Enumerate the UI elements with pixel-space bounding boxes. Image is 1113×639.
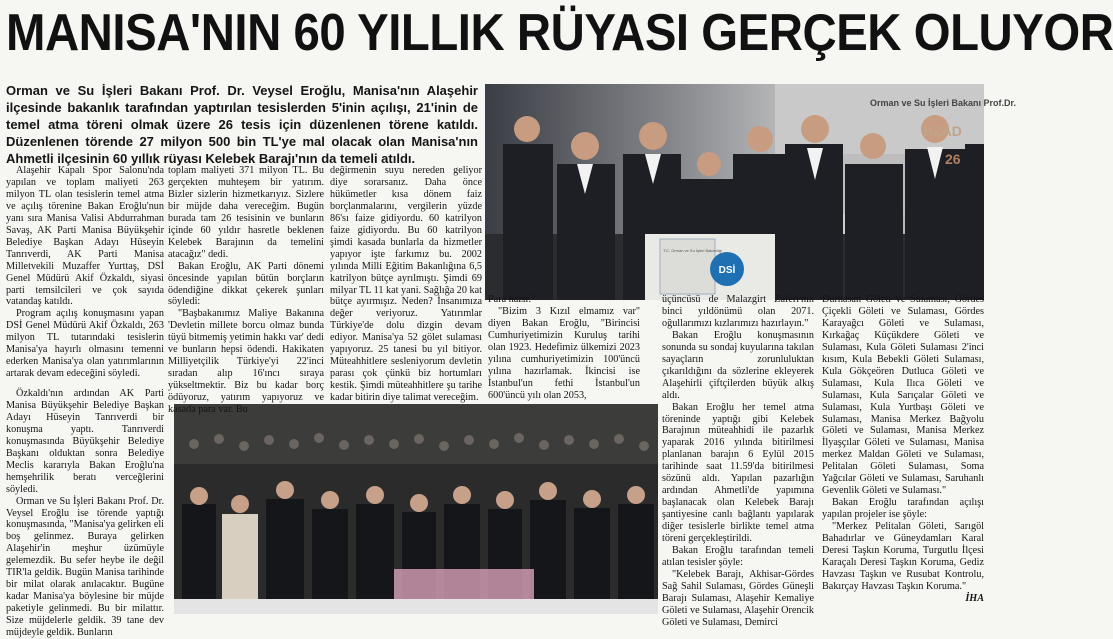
paragraph: "Kelebek Barajı, Akhisar-Gördes Sağ Sahil Sulaması, Gördes Güneşli Barajı Sulaması, Alaşehir Kemaliye Göleti ve Sulaması, Alaşehir Orencik Göleti ve Sulaması, Demirci (662, 568, 814, 628)
paragraph: Bakan Eroğlu her temel atma töreninde yaptığı gibi Kelebek Barajının müteahhidi ile pazarlık yaparak 2016 yılında bitirilmesi planlanan barajın 6 Eylül 2015 tarihinde saat 11.59'da bitirilmesi sözünü aldı. Yapılan pazarlığın ardından Ahmetli'de yapımına başlanacak olan Kelebek Barajı şantiyesine canlı bağlantı yapılarak diğer tesislerle birlikte temel atma töreni gerçekleştirildi. (662, 401, 814, 545)
paragraph: "Başbakanımız Maliye Bakanına 'Devletin millete borcu olmaz bunda tüyü bitmemiş yetimin hakkı var' dedi ve bunların hepsi ödendi. Hakikaten Milliyetçilik Türkiye'yi 22'inci sıradan alıp 16'ıncı sıraya yükseltmektir. Biz bu kadar borç ödüyoruz, yatırım yapıyoruz ve kasada para var. Bu (168, 308, 324, 416)
column-5 (662, 294, 814, 629)
column-1 (6, 165, 164, 380)
podium-logo: DSİ (718, 265, 736, 276)
paragraph: Bakan Eroğlu tarafından açılışı yapılan projeler ise şöyle: (822, 497, 984, 521)
ceremony-photo (485, 84, 1017, 300)
column-1b (6, 388, 164, 639)
column-4 (488, 294, 640, 402)
paragraph: "Merkez Pelitalan Göleti, Sarıgöl Bahadırlar ve Güneydamları Karal Deresi Taşkın Koruma, Turgutlu İlçesi Karaçalı Deresi Taşkın Koruma, Gediz Havzası Taşkın ve Rusubat Kontrolu, Bakırçay Havzası Taşkın Koruma." (822, 521, 984, 592)
paragraph: Program açılış konuşmasını yapan DSİ Genel Müdürü Akif Özkaldı, 263 milyon TL tutarındaki tesislerin Manisa'ya hayırlı olmasını temenni ederken Manisa'ya olan yatırımlarının artarak devam edeceğini söyledi. (6, 308, 164, 380)
paragraph: "Bizim 3 Kızıl elmamız var" diyen Bakan Eroğlu, "Birincisi Cumhuriyetimizin Kuruluş tarihi olan 1923. Hedefimiz ülkemizi 2023 yılına cumhuriyetimizin 100'üncü yılına hazırlamak. İkincisi ise İstanbul'un fethi İstanbul'un 600'üncü yılı olan 2053, (488, 305, 640, 401)
paragraph: Alaşehir Kapalı Spor Salonu'nda yapılan ve toplam maliyeti 263 milyon TL olan tesislerin temel atma ve açılış törenine Bakan Eroğlu'nun yanı sıra Manisa Valisi Abdurrahman Savaş, AK Parti Manisa Büyükşehir Belediye Başkan Adayı Hüseyin Tanrıverdi, AK Parti Manisa Milletvekili Muzaffer Yurttaş, DSİ Genel Müdürü Akif Özkaldı, siyasi parti temsilcileri ve çok sayıda vatandaş katıldı. (6, 165, 164, 308)
paragraph: Orman ve Su İşleri Bakanı Prof. Dr. Veysel Eroğlu ise törende yaptığı konuşmasında, "Manisa'ya gelirken eli boş gelinmez. Buraya gelirken Alaşehir'in meşhur üzümüyle gelemezdik. Bu sefer heybe ile değil TIR'la geldik. Bugün Manisa tarihinde bir milat olarak anılacaktır. Bugüne kadar Manisa'ya böylesine bir müjde paketiyle gelinmedi. Bu bir milattır. Size müjdelerle geldik. 39 tane dev müjdeyle geldik. Bunların (6, 495, 164, 639)
paragraph: Durhasan Göleti ve Sulaması, Gördes Çiçekli Göleti ve Sulaması, Gördes Karayağcı Göleti ve Sulaması, Kırkağaç Küçükdere Göleti ve Sulaması, Kula Göleti Sulaması 2'inci kısım, Kula Bebekli Göleti Sulaması, Kula Gökçeören Dutluca Göleti ve Sulaması, Kula Ilıca Göleti ve Sulaması, Kula Sarıçalar Göleti ve Sulaması, Kula Yurtbaşı Göleti ve Sulaması, Manisa Merkez Bağyolu Göleti ve Sulaması, Manisa Merkez İlyaşçılar Göleti ve Sulaması, Manisa merkez Maldan Göleti ve Sulaması, Pelitalan Göleti Sulaması, Soma Yağcılar Göleti ve Sulaması, Saruhanlı Gevenlik Göleti ve Sulaması." (822, 294, 984, 497)
paragraph: Para hazır." (488, 294, 536, 305)
podium-ministry: T.C. Orman ve Su İşleri Bakanlığı (663, 248, 723, 253)
banner-number: 26 (945, 151, 961, 167)
banner-partial: HZAD (923, 123, 962, 139)
column-3 (330, 165, 482, 404)
headline: MANISA'NIN 60 YILLIK RÜYASI GERÇEK OLUYOR (6, 4, 1113, 62)
sign-text: Orman ve Su İşleri Bakanı Prof.Dr. (870, 98, 1017, 108)
source-credit: İHA (965, 592, 984, 604)
paragraph: Özkaldı'nın ardından AK Parti Manisa Büyükşehir Belediye Başkan Adayı Hüseyin Tanrıverdi bir konuşma yaptı. Tanrıverdi konuşmasında Büyükşehir Belediye Başkanı olduktan sonra Belediye Meclis kararıyla Bakan Eroğlu'na hemşehrilik beratı verceğlerini söyledi. (6, 388, 164, 495)
column-2 (168, 165, 324, 416)
paragraph: değirmenin suyu nereden geliyor diye sorarsanız. Daha önce hükümetler kısa dönem faiz borçlanmalarını, vergilerin yüzde 86'sı faize gidiyordu. 60 katrilyon faize gidiyordu. Bu 60 katrilyon şimdi kasada bunlarla da hizmetler yapıyor işte farkımız bu. 2002 yılında Milli Eğitim Bakanlığına 6,5 katrilyon bütçe ayrılmıştı. Şimdi 69 milyar TL 11 kat yani. Sağlığa 20 kat bütçe ayırmışız. Neden? İnsanımıza değer veriyoruz. Yatırımlar Türkiye'de dolu dizgin devam ediyor. Manisa'ya 52 gölet sulaması yapıyoruz. 25 tanesi bu yıl bitiyor. Müteahhitlere sesleniyorum devletin parası çok çünkü biz hortumları kestik. Şimdi müteahhitlere şu tarihe kadar bitirin diye talimat vereceğim. (330, 165, 482, 404)
column-6 (822, 294, 984, 605)
paragraph: Bakan Eroğlu tarafından temeli atılan tesisler şöyle: (662, 545, 814, 568)
crowd-photo (174, 404, 658, 614)
paragraph: Bakan Eroğlu, AK Parti dönemi öncesinde yapılan bütün borçların ödendiğine dikkat çekerek şunları söyledi: (168, 260, 324, 308)
paragraph: Bakan Eroğlu konuşmasının sonunda su sondaj kuyularına takılan sayaçların zorunluluktan çıkarıldığını da sözlerine ekleyerek Alaşehirli çiftçilerden büyük alkış aldı. (662, 329, 814, 401)
paragraph: üçüncüsü de Malazgirt Zaferi'nin binci yıldönümü olan 2071. oğullarımızı kızlarımızı hazırlayın." (662, 294, 814, 329)
paragraph: toplam maliyeti 371 milyon TL. Bu gerçekten muhteşem bir yatırım. Bizler sizlerin hizmetkarıyız. Sizlere bir müjde daha vereceğim. Bugün burada tam 26 tesisinin ve bunların içinde 60 yıldır hasretle beklenen Kelebek Barajının da temelini atacağız" dedi. (168, 165, 324, 260)
lead-paragraph: Orman ve Su İşleri Bakanı Prof. Dr. Veysel Eroğlu, Manisa'nın Alaşehir ilçesinde bakanlık tarafından yaptırılan tesislerden 5'inin açılışı, 21'inin de temel atma töreni olmak üzere 26 tesis için düzenlenen törene katıldı. Düzenlenen törende 27 milyon 500 bin TL'ye mal olacak olan Manisa'nın Ahmetli ilçesinin 60 yıllık rüyası Kelebek Barajı'nın da temeli atıldı. (6, 83, 478, 166)
